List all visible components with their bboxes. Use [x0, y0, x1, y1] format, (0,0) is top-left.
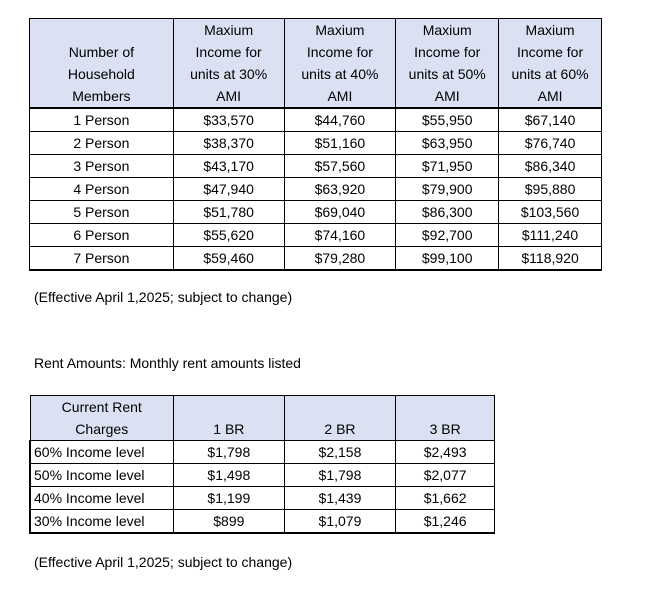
- table-row: [30, 247, 602, 271]
- table-row: [30, 201, 602, 224]
- rent-cell: $1,798: [284, 464, 396, 487]
- income-level-cell: 60% Income level: [30, 441, 174, 464]
- rent-cell: $1,079: [284, 510, 396, 534]
- rent-cell: $1,199: [174, 487, 285, 510]
- income-cell: $103,560: [499, 201, 602, 224]
- income-cell: $79,280: [284, 247, 396, 271]
- income-cell: $92,700: [396, 224, 499, 247]
- rent-charges-table: [29, 395, 495, 534]
- table-row: [30, 464, 495, 487]
- rent-cell: $1,439: [284, 487, 396, 510]
- income-cell: $38,370: [173, 132, 284, 155]
- header-60-ami: Maxium Income for units at 60% AMI: [499, 19, 602, 109]
- income-cell: $69,040: [284, 201, 396, 224]
- header-current-rent-charges: Current Rent Charges: [30, 396, 174, 441]
- rent-amounts-title: Rent Amounts: Monthly rent amounts listed: [34, 355, 301, 371]
- rent-cell: $2,158: [284, 441, 396, 464]
- rent-cell: $899: [174, 510, 285, 534]
- income-cell: $111,240: [499, 224, 602, 247]
- header-1br: 1 BR: [174, 396, 285, 441]
- household-size-cell: 1 Person: [30, 108, 174, 132]
- table-row: [30, 108, 602, 132]
- household-size-cell: 5 Person: [30, 201, 174, 224]
- household-size-cell: 6 Person: [30, 224, 174, 247]
- header-2br: 2 BR: [284, 396, 396, 441]
- income-cell: $33,570: [173, 108, 284, 132]
- header-household-members: Number of Household Members: [30, 19, 174, 109]
- table-row: [30, 224, 602, 247]
- income-cell: $63,950: [396, 132, 499, 155]
- rent-cell: $1,498: [174, 464, 285, 487]
- income-limits-table: [29, 18, 602, 271]
- income-header-row: [30, 19, 602, 109]
- income-cell: $55,950: [396, 108, 499, 132]
- table-row: [30, 132, 602, 155]
- income-level-cell: 30% Income level: [30, 510, 174, 534]
- income-cell: $95,880: [499, 178, 602, 201]
- rent-cell: $2,493: [396, 441, 495, 464]
- effective-date-note: (Effective April 1,2025; subject to change): [34, 554, 293, 570]
- table-row: [30, 155, 602, 178]
- header-50-ami: Maxium Income for units at 50% AMI: [396, 19, 499, 109]
- household-size-cell: 3 Person: [30, 155, 174, 178]
- effective-date-note: (Effective April 1,2025; subject to change): [34, 289, 293, 305]
- income-cell: $99,100: [396, 247, 499, 271]
- income-level-cell: 40% Income level: [30, 487, 174, 510]
- income-cell: $118,920: [499, 247, 602, 271]
- income-level-cell: 50% Income level: [30, 464, 174, 487]
- header-40-ami: Maxium Income for units at 40% AMI: [284, 19, 396, 109]
- table-row: [30, 510, 495, 534]
- household-size-cell: 2 Person: [30, 132, 174, 155]
- income-cell: $67,140: [499, 108, 602, 132]
- income-cell: $55,620: [173, 224, 284, 247]
- income-cell: $71,950: [396, 155, 499, 178]
- income-cell: $43,170: [173, 155, 284, 178]
- income-cell: $74,160: [284, 224, 396, 247]
- income-cell: $47,940: [173, 178, 284, 201]
- table-row: [30, 441, 495, 464]
- income-cell: $86,340: [499, 155, 602, 178]
- rent-cell: $1,246: [396, 510, 495, 534]
- table-row: [30, 178, 602, 201]
- rent-cell: $1,662: [396, 487, 495, 510]
- rent-cell: $2,077: [396, 464, 495, 487]
- income-cell: $44,760: [284, 108, 396, 132]
- income-cell: $63,920: [284, 178, 396, 201]
- income-cell: $76,740: [499, 132, 602, 155]
- income-cell: $86,300: [396, 201, 499, 224]
- income-cell: $57,560: [284, 155, 396, 178]
- household-size-cell: 7 Person: [30, 247, 174, 271]
- rent-cell: $1,798: [174, 441, 285, 464]
- table-row: [30, 487, 495, 510]
- income-cell: $79,900: [396, 178, 499, 201]
- header-30-ami: Maxium Income for units at 30% AMI: [173, 19, 284, 109]
- income-cell: $51,780: [173, 201, 284, 224]
- header-3br: 3 BR: [396, 396, 495, 441]
- income-cell: $59,460: [173, 247, 284, 271]
- rent-header-row: [30, 396, 495, 441]
- income-cell: $51,160: [284, 132, 396, 155]
- household-size-cell: 4 Person: [30, 178, 174, 201]
